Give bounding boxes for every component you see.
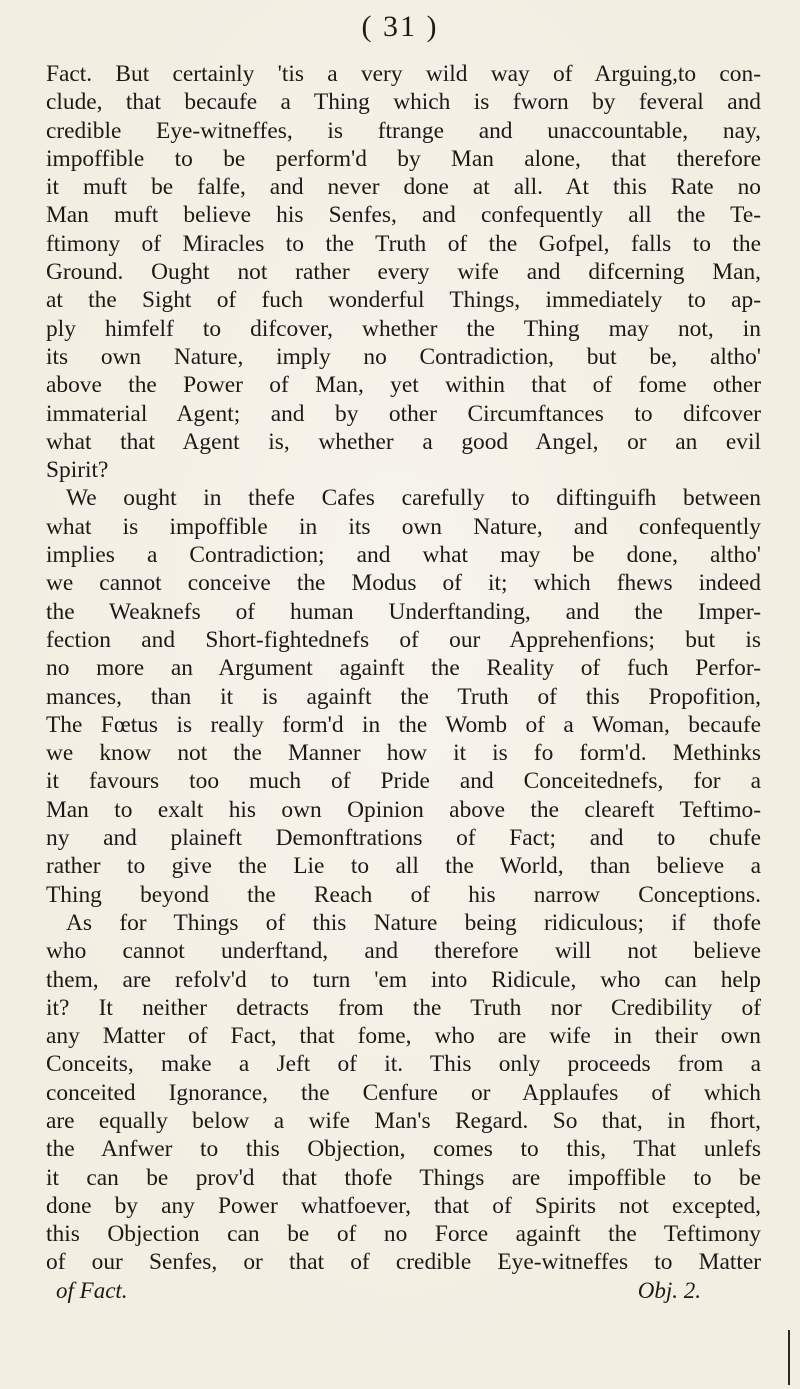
text-line: the Anfwer to this Objection, comes to this, That unlefs (46, 1136, 761, 1163)
text-line: implies a Contradiction; and what may be done, altho' (46, 542, 761, 569)
text-line: Man muft believe his Senfes, and confequently all the Te- (46, 202, 761, 229)
page-footer (46, 1277, 761, 1305)
text-line: ny and plaineft Demonftrations of Fact; and to chufe (46, 825, 761, 852)
text-line: them, are refolv'd to turn 'em into Ridicule, who can help (46, 966, 761, 993)
text-line: it muft be falfe, and never done at all. At this Rate no (46, 174, 761, 201)
text-line: credible Eye-witneffes, is ftrange and unaccountable, nay, (46, 117, 761, 144)
text-line: Man to exalt his own Opinion above the cleareft Teftimo- (46, 796, 761, 823)
text-line: of our Senfes, or that of credible Eye-witneffes to Matter (46, 1249, 761, 1276)
text-line: above the Power of Man, yet within that of fome other (46, 372, 761, 399)
text-line: who cannot underftand, and therefore will not believe (46, 938, 761, 965)
catchword-left: of Fact. (56, 1277, 128, 1303)
text-line: The Fœtus is really form'd in the Womb of a Woman, becaufe (46, 711, 761, 738)
text-line: fection and Short-fightednefs of our Apprehenfions; but is (46, 626, 761, 653)
text-line: any Matter of Fact, that fome, who are wife in their own (46, 1023, 761, 1050)
body-text (46, 60, 761, 1305)
text-line: Fact. But certainly 'tis a very wild way of Arguing,to con- (46, 61, 761, 87)
text-line: the Weaknefs of human Underftanding, and the Imper- (46, 598, 761, 625)
text-line: As for Things of this Nature being ridiculous; if thofe (66, 909, 761, 936)
text-line: it? It neither detracts from the Truth nor Credibility of (46, 994, 761, 1021)
text-line: rather to give the Lie to all the World, than believe a (46, 853, 761, 880)
text-line: Thing beyond the Reach of his narrow Conceptions. (46, 881, 761, 908)
text-line: We ought in thefe Cafes carefully to diftinguifh between (66, 485, 761, 512)
text-line: clude, that becaufe a Thing which is fworn by feveral and (46, 89, 761, 116)
text-line: we cannot conceive the Modus of it; which fhews indeed (46, 570, 761, 597)
text-line: what is impoffible in its own Nature, and confequently (46, 513, 761, 540)
text-line: immaterial Agent; and by other Circumftances to difcover (46, 400, 761, 427)
text-line: Conceits, make a Jeft of it. This only proceeds from a (46, 1051, 761, 1078)
text-line: impoffible to be perform'd by Man alone, that therefore (46, 145, 761, 172)
gutter-rule (788, 1330, 790, 1385)
text-line: conceited Ignorance, the Cenfure or Applaufes of which (46, 1079, 761, 1106)
text-line: it can be prov'd that thofe Things are impoffible to be (46, 1164, 761, 1191)
text-line: no more an Argument againft the Reality of fuch Perfor- (46, 655, 761, 682)
catchword-right: Obj. 2. (637, 1277, 701, 1303)
text-line: done by any Power whatfoever, that of Spirits not excepted, (46, 1192, 761, 1219)
text-line: are equally below a wife Man's Regard. So that, in fhort, (46, 1107, 761, 1134)
text-line: at the Sight of fuch wonderful Things, immediately to ap- (46, 287, 761, 314)
text-line: mances, than it is againft the Truth of this Propofition, (46, 683, 761, 710)
text-line: what that Agent is, whether a good Angel, or an evil (46, 428, 761, 455)
text-line: this Objection can be of no Force againft the Teftimony (46, 1221, 761, 1248)
text-line: it favours too much of Pride and Conceitednefs, for a (46, 768, 761, 795)
text-line: we know not the Manner how it is fo form'd. Methinks (46, 740, 761, 767)
page-number: ( 31 ) (361, 10, 439, 43)
text-line: ftimony of Miracles to the Truth of the Gofpel, falls to the (46, 230, 761, 257)
text-line: Spirit? (46, 457, 109, 484)
text-line: Ground. Ought not rather every wife and difcerning Man, (46, 259, 761, 286)
text-line: ply himfelf to difcover, whether the Thing may not, in (46, 315, 761, 342)
text-line: its own Nature, imply no Contradiction, but be, altho' (46, 343, 761, 370)
